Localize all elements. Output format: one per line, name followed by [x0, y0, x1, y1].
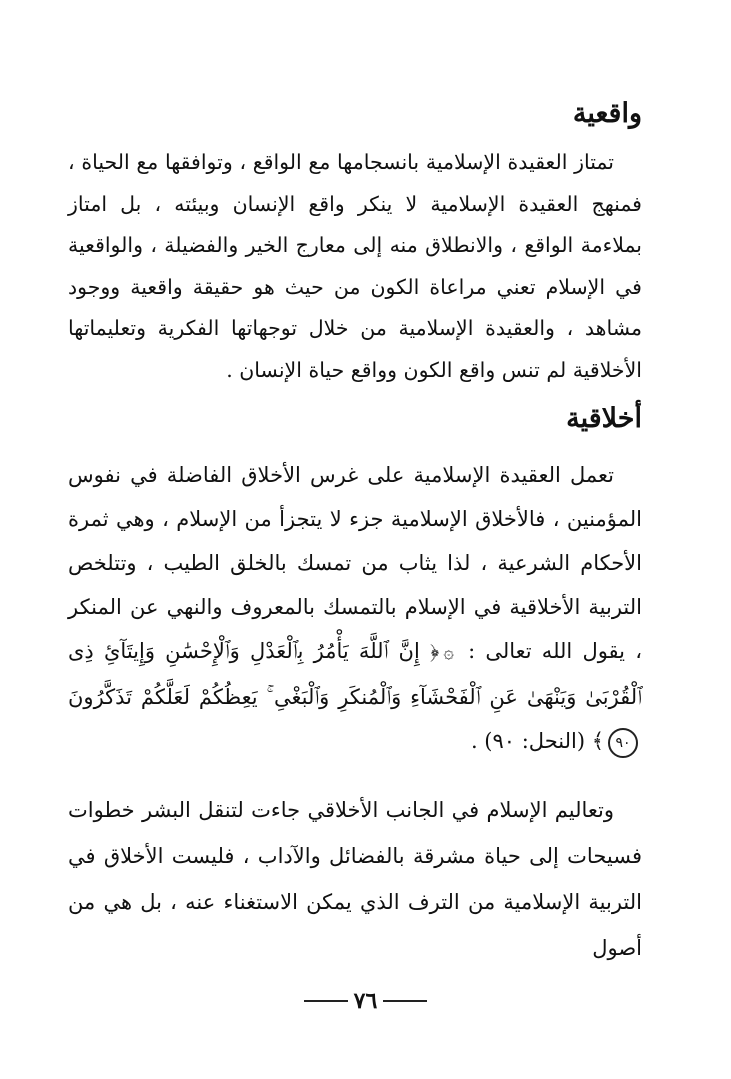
quran-ornament-icon: ۞ — [443, 642, 454, 663]
page-footer — [0, 988, 731, 1014]
quran-citation: ﴾ (النحل: ٩٠) . — [470, 729, 604, 753]
paragraph-ethics — [68, 453, 642, 763]
page-number: ٧٦ — [353, 988, 378, 1014]
paragraph-realism-text: تمتاز العقيدة الإسلامية بانسجامها مع الواقع ، وتوافقها مع الحياة ، فمنهج العقيدة الإسلامية لا ينكر واقع الإنسان وبيئته ، بل امتاز بملاءمة الواقع ، والانطلاق منه إلى معارج الخير والفضيلة ، والواقعية في الإسلام تعني مراعاة الكون من حيث هو حقيقة واقعية ووجود مشاهد ، والعقيدة الإسلامية من خلال توجهاتها الفكرية وتعليماتها الأخلاقية لم تنس واقع الكون وواقع حياة الإنسان . — [68, 150, 642, 382]
page-content — [68, 92, 642, 971]
paragraph-realism — [68, 142, 642, 391]
paragraph-ethics-text: تعمل العقيدة الإسلامية على غرس الأخلاق الفاضلة في نفوس المؤمنين ، فالأخلاق الإسلامية جزء لا يتجزأ من الإسلام ، وهي ثمرة الأحكام الشرعية ، لذا يثاب من تمسك بالخلق الطيب ، وتتلخص التربية الأخلاقية في الإسلام بالتمسك بالمعروف والنهي عن المنكر ، يقول الله تعالى : — [68, 463, 642, 663]
section-heading-ethics: أخلاقية — [566, 403, 642, 434]
section-heading-realism: واقعية — [572, 98, 642, 129]
footer-rule-left — [304, 1000, 348, 1002]
paragraph-ethics-continued-text: وتعاليم الإسلام في الجانب الأخلاقي جاءت لتنقل البشر خطوات فسيحات إلى حياة مشرقة بالفضائل والآداب ، فليست الأخلاق في التربية الإسلامية من الترف الذي يمكن الاستغناء عنه ، بل هي من أصول — [68, 798, 642, 960]
quran-verse: ﴿ إِنَّ ٱللَّهَ يَأْمُرُ بِٱلْعَدْلِ وَٱلْإِحْسَٰنِ وَإِيتَآئِ ذِى ٱلْقُرْبَىٰ وَيَنْهَىٰ عَنِ ٱلْفَحْشَآءِ وَٱلْمُنكَرِ وَٱلْبَغْىِ ۚ يَعِظُكُمْ لَعَلَّكُمْ تَذَكَّرُونَ — [68, 639, 642, 709]
ayah-number-marker: ٩٠ — [608, 728, 638, 758]
paragraph-ethics-continued — [68, 787, 642, 971]
footer-rule-right — [383, 1000, 427, 1002]
